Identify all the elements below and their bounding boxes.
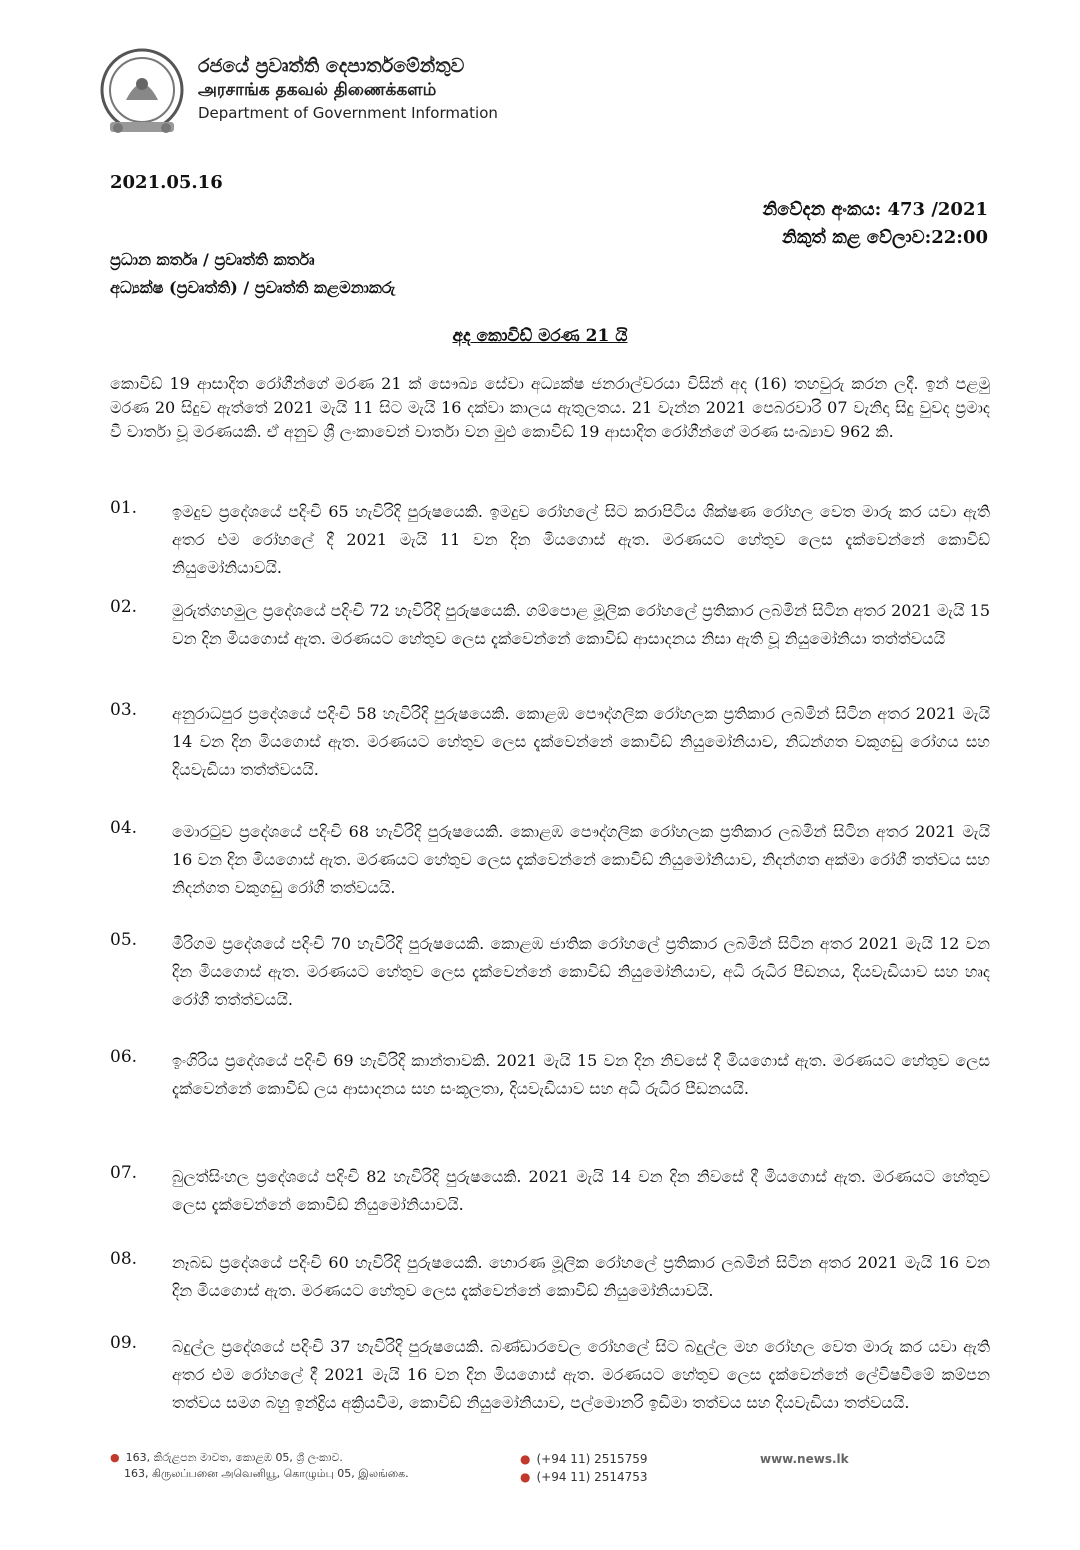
notice-number: නිවේදන අංකය: 473 /2021	[762, 199, 988, 220]
document-date: 2021.05.16	[110, 172, 223, 193]
letterhead	[96, 44, 526, 144]
item-text: බුලත්සිංහල ප්‍රදේශයේ පදිංචි 82 හැවිරිදි පුරුෂයෙකි. 2021 මැයි 14 වන දින නිවසේ දී මියගොස් ඇත. මරණයට හේතුව ලෙස දැක්වෙන්නේ කොවිඩ් නියුමෝනියාවයි.	[172, 1167, 990, 1214]
department-name-english: Department of Government Information	[198, 104, 498, 122]
recipient-line-2: අධ්‍යක්ෂ (ප්‍රවෘත්ති) / ප්‍රවෘත්ති කළමනාකරු	[110, 278, 396, 297]
address-sinhala: 163, කිරුළපන මාවත, කොළඹ 05, ශ්‍රී ලංකාව.	[125, 1451, 343, 1464]
recipients	[110, 246, 395, 302]
website-link[interactable]: www.news.lk	[760, 1452, 849, 1466]
footer-contacts	[520, 1450, 648, 1486]
issued-time: නිකුත් කළ වේලාව:22:00	[782, 227, 988, 248]
fax-number: (+94 11) 2514753	[536, 1470, 648, 1484]
item-text: බදුල්ල ප්‍රදේශයේ පදිංචි 37 හැවිරිදි පුරුෂයෙකි. බණ්ඩාරවෙල රෝහලේ සිට බදුල්ල මහ රෝහල වෙත මාරු කර යවා ඇති අතර එම රෝහලේ දී 2021 මැයි 16 වන දින මියගොස් ඇත. මරණයට හේතුව ලෙස දැක්වෙන්නේ ලේවිෂවීමේ කම්පන තත්වය සමග බහු ඉන්ද්‍රිය අක්‍රියවීම, කොවිඩ් නියුමෝනියාව, පල්මොනරි ඉඩිමා තත්වය සහ දියවැඩියා තත්වයයි.	[172, 1337, 990, 1412]
document-title-wrap	[0, 326, 1080, 346]
item-text: මොරටුව ප්‍රදේශයේ පදිංචි 68 හැවිරිදි පුරුෂයෙකි. කොළඹ පෞද්ගලික රෝහලක ප්‍රතිකාර ලබමින් සිටින අතර 2021 මැයි 16 වන දින මියගොස් ඇත. මරණයට හේතුව ලෙස දැක්වෙන්නේ කොවිඩ් නියුමෝනියාව, නිදන්ගත අක්මා රෝගී තත්වය සහ නිදන්ගත වකුගඩු රෝගී තත්වයයි.	[172, 822, 990, 897]
item-text: නෑබඩ ප්‍රදේශයේ පදිංචි 60 හැවිරිදි පුරුෂයෙකි. හොරණ මූලික රෝහලේ ප්‍රතිකාර ලබමින් සිටින අතර 2021 මැයි 16 වන දින මියගොස් ඇත. මරණයට හේතුව ලෙස දැක්වෙන්නේ කොවිඩ් නියුමෝනියාවයි.	[172, 1253, 990, 1300]
bullet-icon: ●	[110, 1451, 120, 1464]
department-name-tamil: அரசாங்க தகவல் திணைக்களம்	[198, 80, 437, 100]
recipient-line-1: ප්‍රධාන කර්තෘ / ප්‍රවෘත්ති කර්තෘ	[110, 250, 315, 269]
intro-paragraph: කොවිඩ් 19 ආසාදිත රෝගීන්ගේ මරණ 21 ක් සෞඛ්‍ය සේවා අධ්‍යක්ෂ ජනරාල්වරයා විසින් අද (16) තහවුරු කරන ලදී. ඉන් පළමු මරණ 20 සිදුව ඇත්තේ 2021 මැයි 11 සිට මැයි 16 දක්වා කාලය ඇතුලතය. 21 වැන්න 2021 පෙබරවාරි 07 වැනිදා සිදු වුවද ප්‍රමාද වී වාර්තා වූ මරණයකි. ඒ අනුව ශ්‍රී ලංකාවෙන් වාර්තා වන මුළු කොවිඩ් 19 ආසාදිත රෝගීන්ගේ මරණ සංඛ්‍යාව 962 කි.	[110, 374, 990, 441]
item-number: 08.	[110, 1249, 138, 1269]
phone-icon: ●	[520, 1452, 531, 1466]
item-number: 01.	[110, 498, 138, 518]
footer-address	[110, 1450, 409, 1482]
address-tamil: 163, கிருலப்பனை அவெனியூ, கொழும்பு 05, இலங்கை.	[124, 1467, 409, 1480]
document-title: අද කොවිඩ් මරණ 21 යි	[452, 326, 628, 346]
department-name-sinhala: රජයේ ප්‍රවෘත්ති දෙපාර්තමේන්තුව	[198, 55, 465, 77]
footer	[110, 1450, 970, 1492]
sri-lanka-emblem-icon	[96, 44, 188, 140]
item-text: අනුරාධපුර ප්‍රදේශයේ පදිංචි 58 හැවිරිදි පුරුෂයෙකි. කොළඹ පෞද්ගලික රෝහලක ප්‍රතිකාර ලබමින් සිටින අතර 2021 මැයි 14 වන දින මියගොස් ඇත. මරණයට හේතුව ලෙස දැක්වෙන්නේ කොවිඩ් නියුමෝනියාව, නිධන්ගත වකුගඩු රෝගය සහ දියවැඩියා තත්ත්වයයි.	[172, 704, 990, 779]
item-text: මීරිගම ප්‍රදේශයේ පදිංචි 70 හැවිරිදි පුරුෂයෙකි. කොළඹ ජාතික රෝහලේ ප්‍රතිකාර ලබමින් සිටින අතර 2021 මැයි 12 වන දින මියගොස් ඇත. මරණයට හේතුව ලෙස දැක්වෙන්නේ කොවිඩ් නියුමෝනියාව, අධි රුධිර පීඩනය, දියවැඩියාව සහ හෘද රෝගී තත්ත්වයයි.	[172, 934, 990, 1009]
fax-icon: ●	[520, 1470, 531, 1484]
item-number: 03.	[110, 700, 138, 720]
item-text: ඉමදුව ප්‍රදේශයේ පදිංචි 65 හැවිරිදි පුරුෂයෙකි. ඉමදුව රෝහලේ සිට කරාපිටිය ශික්ෂණ රෝහල වෙත මාරු කර යවා ඇති අතර එම රෝහලේ දී 2021 මැයි 11 වන දින මියගොස් ඇත. මරණයට හේතුව ලෙස දැක්වෙන්නේ කොවිඩ් නියුමෝනියාවයි.	[172, 502, 990, 577]
item-number: 06.	[110, 1047, 138, 1067]
item-number: 02.	[110, 597, 138, 617]
reference-block	[763, 196, 988, 252]
item-number: 05.	[110, 930, 138, 950]
item-text: ඉංගිරිය ප්‍රදේශයේ පදිංචි 69 හැවිරිදි කාන්තාවකි. 2021 මැයි 15 වන දින නිවසේ දී මියගොස් ඇත. මරණයට හේතුව ලෙස දැක්වෙන්නේ කොවිඩ් ලය ආසාදනය සහ සංකූලතා, දියවැඩියාව සහ අධි රුධිර පීඩනයයි.	[172, 1051, 990, 1098]
item-text: මුරුත්ගහමුල ප්‍රදේශයේ පදිංචි 72 හැවිරිදි පුරුෂයෙකි. ගම්පොළ මූලික රෝහලේ ප්‍රතිකාර ලබමින් සිටින අතර 2021 මැයි 15 වන දින මියගොස් ඇත. මරණයට හේතුව ලෙස දැක්වෙන්නේ කොවිඩ් ආසාදනය නිසා ඇති වූ නියුමෝනියා තත්ත්වයයි	[172, 601, 990, 648]
item-number: 07.	[110, 1163, 138, 1183]
item-number: 04.	[110, 818, 138, 838]
phone-number: (+94 11) 2515759	[536, 1452, 648, 1466]
item-number: 09.	[110, 1333, 138, 1353]
